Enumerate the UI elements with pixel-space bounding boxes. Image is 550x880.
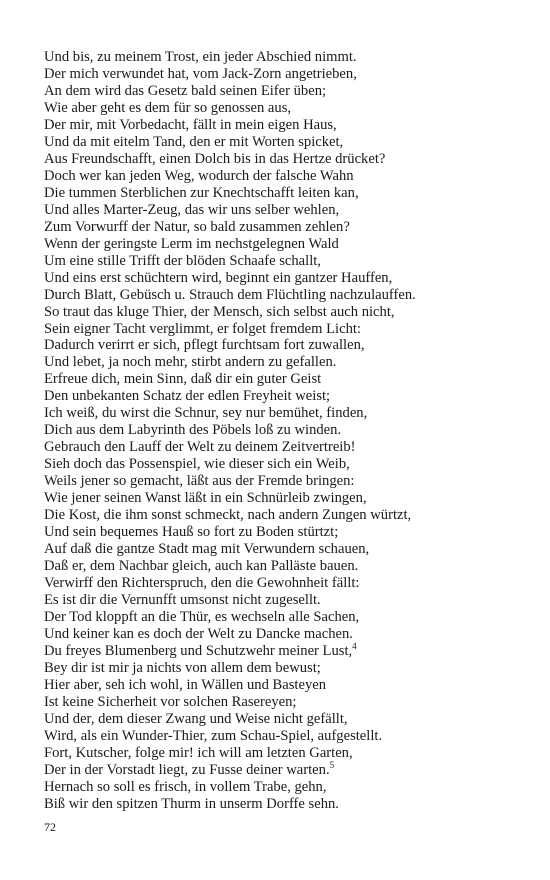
- poem-line: [44, 524, 524, 541]
- poem-line-text: Und da mit eitelm Tand, den er mit Worten spicket,: [44, 133, 344, 150]
- poem-line-text: Auf daß die gantze Stadt mag mit Verwundern schauen,: [44, 541, 370, 558]
- page-number: 72: [44, 820, 56, 834]
- poem-line: [44, 643, 524, 660]
- poem-line: [44, 151, 524, 168]
- poem-line-text: Durch Blatt, Gebüsch u. Strauch dem Flüchtling nachzulauffen.: [44, 286, 416, 303]
- poem-line: [44, 371, 524, 388]
- poem-line-text: Dich aus dem Labyrinth des Pöbels loß zu winden.: [44, 422, 342, 439]
- poem-line-text: Verwirff den Richterspruch, den die Gewohnheit fällt:: [44, 575, 360, 592]
- poem-line-text: Aus Freundschafft, einen Dolch bis in das Hertze drücket?: [44, 150, 386, 167]
- poem-line: [44, 796, 524, 813]
- poem-line: [44, 456, 524, 473]
- poem-line-text: Die Kost, die ihm sonst schmeckt, nach andern Zungen würtzt,: [44, 507, 412, 524]
- poem-line: [44, 49, 524, 66]
- poem-line-text: Der mir, mit Vorbedacht, fällt in mein eigen Haus,: [44, 116, 337, 133]
- poem-line: [44, 168, 524, 185]
- poem-line: [44, 592, 524, 609]
- poem-line-text: Biß wir den spitzen Thurm in unserm Dorffe sehn.: [44, 795, 339, 812]
- poem-line-text: Hier aber, seh ich wohl, in Wällen und Basteyen: [44, 676, 327, 693]
- poem-line: [44, 711, 524, 728]
- poem-line: [44, 422, 524, 439]
- poem-line: [44, 677, 524, 694]
- poem-line-text: Sein eigner Tacht verglimmt, er folget fremdem Licht:: [44, 320, 361, 337]
- poem-line-text: Wird, als ein Wunder-Thier, zum Schau-Spiel, aufgestellt.: [44, 727, 383, 744]
- poem-line: [44, 507, 524, 524]
- footnote-marker: 5: [329, 759, 335, 770]
- poem-line: [44, 321, 524, 338]
- poem-line: [44, 270, 524, 287]
- poem-line-text: Der mich verwundet hat, vom Jack-Zorn angetrieben,: [44, 65, 357, 82]
- poem-line: [44, 304, 524, 321]
- poem-line-text: Erfreue dich, mein Sinn, daß dir ein guter Geist: [44, 371, 322, 388]
- poem-line: [44, 117, 524, 134]
- poem-line-text: Die tummen Sterblichen zur Knechtschafft leiten kan,: [44, 184, 359, 201]
- poem-line: [44, 609, 524, 626]
- poem-line-text: Du freyes Blumenberg und Schutzwehr meiner Lust,: [44, 642, 353, 659]
- poem-line-text: Der in der Vorstadt liegt, zu Fusse deiner warten.: [44, 761, 330, 778]
- poem-line: [44, 575, 524, 592]
- poem-line-text: Weils jener so gemacht, läßt aus der Fremde bringen:: [44, 473, 355, 490]
- poem-line-text: Gebrauch den Lauff der Welt zu deinem Zeitvertreib!: [44, 439, 356, 456]
- poem-line: [44, 694, 524, 711]
- poem-line-text: Bey dir ist mir ja nichts von allem dem bewust;: [44, 659, 321, 676]
- poem-line: [44, 728, 524, 745]
- poem-line-text: Und eins erst schüchtern wird, beginnt ein gantzer Hauffen,: [44, 269, 393, 286]
- poem-line-text: Es ist dir die Vernunfft umsonst nicht zugesellt.: [44, 592, 321, 608]
- poem-line-text: Sieh doch das Possenspiel, wie dieser sich ein Weib,: [44, 456, 350, 473]
- poem-line: [44, 541, 524, 558]
- poem-line-text: Und sein bequemes Hauß so fort zu Boden stürtzt;: [44, 524, 339, 541]
- poem-line-text: An dem wird das Gesetz bald seinen Eifer üben;: [44, 82, 327, 99]
- poem-line: [44, 236, 524, 253]
- poem-line: [44, 134, 524, 151]
- poem-text: [44, 49, 524, 813]
- poem-line-text: Dadurch verirrt er sich, pflegt furchtsam fort zuwallen,: [44, 337, 365, 354]
- poem-line-text: Und keiner kan es doch der Welt zu Dancke machen.: [44, 625, 353, 642]
- footnote-marker: 4: [352, 641, 357, 652]
- poem-line: [44, 439, 524, 456]
- poem-line: [44, 287, 524, 304]
- poem-line: [44, 490, 524, 507]
- poem-line: [44, 66, 524, 83]
- poem-line: [44, 626, 524, 643]
- poem-line-text: Doch wer kan jeden Weg, wodurch der falsche Wahn: [44, 167, 354, 184]
- poem-line: [44, 779, 524, 796]
- poem-line: [44, 473, 524, 490]
- poem-line-text: Und alles Marter-Zeug, das wir uns selber wehlen,: [44, 201, 340, 218]
- poem-line-text: Zum Vorwurff der Natur, so bald zusammen zehlen?: [44, 218, 350, 235]
- poem-line: [44, 660, 524, 677]
- poem-line-text: Und der, dem dieser Zwang und Weise nicht gefällt,: [44, 710, 348, 727]
- poem-line: [44, 405, 524, 422]
- poem-line-text: Und lebet, ja noch mehr, stirbt andern zu gefallen.: [44, 354, 337, 371]
- poem-line-text: Wie jener seinen Wanst läßt in ein Schnürleib zwingen,: [44, 490, 367, 507]
- poem-line: [44, 558, 524, 575]
- poem-line-text: Und bis, zu meinem Trost, ein jeder Abschied nimmt.: [44, 49, 357, 65]
- poem-line: [44, 202, 524, 219]
- poem-line-text: Ist keine Sicherheit vor solchen Rasereyen;: [44, 693, 297, 710]
- poem-line-text: Der Tod kloppft an die Thür, es wechseln alle Sachen,: [44, 608, 360, 625]
- poem-line: [44, 745, 524, 762]
- poem-line-text: Fort, Kutscher, folge mir! ich will am letzten Garten,: [44, 744, 353, 761]
- poem-line: [44, 83, 524, 100]
- poem-line: [44, 759, 524, 779]
- poem-line: [44, 388, 524, 405]
- poem-line-text: Um eine stille Trifft der blöden Schaafe schallt,: [44, 252, 321, 269]
- poem-line-text: Daß er, dem Nachbar gleich, auch kan Palläste bauen.: [44, 558, 359, 575]
- poem-line-text: Wie aber geht es dem für so genossen aus,: [44, 99, 292, 116]
- poem-line-text: Wenn der geringste Lerm im nechstgelegnen Wald: [44, 235, 339, 252]
- poem-line: [44, 100, 524, 117]
- poem-line-text: Ich weiß, du wirst die Schnur, sey nur bemühet, finden,: [44, 405, 368, 422]
- poem-line: [44, 253, 524, 270]
- poem-line: [44, 354, 524, 371]
- poem-line-text: Den unbekanten Schatz der edlen Freyheit weist;: [44, 388, 331, 405]
- poem-line-text: Hernach so soll es frisch, in vollem Trabe, gehn,: [44, 778, 327, 795]
- poem-line: [44, 219, 524, 236]
- poem-line-text: So traut das kluge Thier, der Mensch, sich selbst auch nicht,: [44, 303, 395, 320]
- poem-line: [44, 337, 524, 354]
- poem-line: [44, 185, 524, 202]
